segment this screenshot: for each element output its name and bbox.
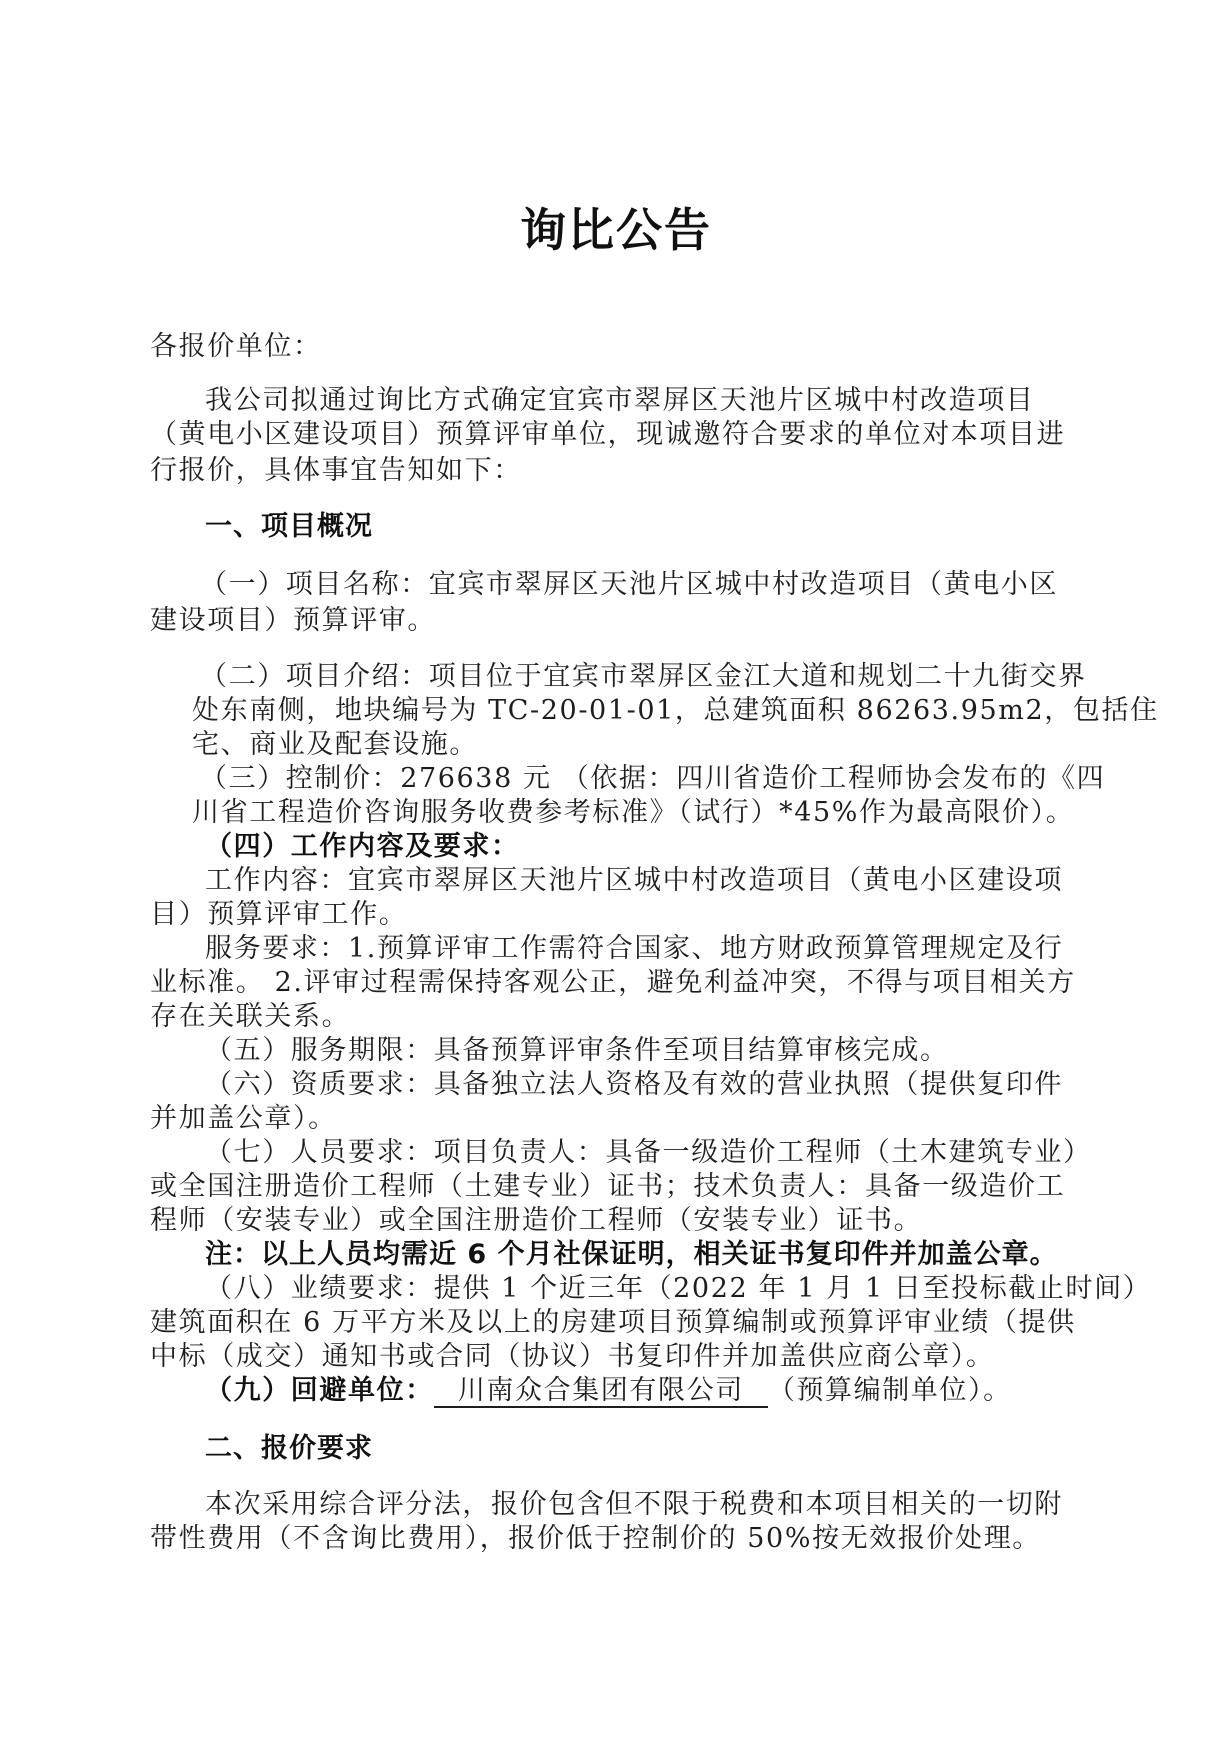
salutation: 各报价单位： bbox=[150, 331, 322, 362]
item-8-line-2: 建筑面积在 6 万平方米及以上的房建项目预算编制或预算评审业绩（提供 bbox=[150, 1307, 1076, 1338]
item-1-line-2: 建设项目）预算评审。 bbox=[150, 605, 436, 636]
section-2-heading: 二、报价要求 bbox=[205, 1433, 373, 1464]
item-6-line-1: （六）资质要求：具备独立法人资格及有效的营业执照（提供复印件 bbox=[205, 1069, 1063, 1100]
item-9-label: （九）回避单位： bbox=[205, 1375, 434, 1406]
item-7-line-3: 程师（安装专业）或全国注册造价工程师（安装专业）证书。 bbox=[150, 1205, 923, 1236]
item-2-line-1: （二）项目介绍：项目位于宜宾市翠屏区金江大道和规划二十九街交界 bbox=[200, 661, 1087, 692]
item-8-line-1: （八）业绩要求：提供 1 个近三年（2022 年 1 月 1 日至投标截止时间） bbox=[205, 1273, 1152, 1304]
item-3-line-1: （三）控制价：276638 元 （依据：四川省造价工程师协会发布的《四 bbox=[200, 763, 1106, 794]
item-7-line-2: 或全国注册造价工程师（土建专业）证书；技术负责人：具备一级造价工 bbox=[150, 1171, 1066, 1202]
item-4-work-line-2: 目）预算评审工作。 bbox=[150, 899, 408, 930]
item-4-service-line-3: 存在关联关系。 bbox=[150, 1001, 351, 1032]
item-2-line-2: 处东南侧，地块编号为 TC-20-01-01，总建筑面积 86263.95m2，包括住 bbox=[192, 695, 1159, 726]
intro-line-1: 我公司拟通过询比方式确定宜宾市翠屏区天池片区城中村改造项目 bbox=[205, 385, 1035, 416]
item-8-line-3: 中标（成交）通知书或合同（协议）书复印件并加盖供应商公章）。 bbox=[150, 1341, 995, 1372]
intro-line-3: 行报价，具体事宜告知如下： bbox=[150, 455, 522, 486]
item-9-suffix: （预算编制单位）。 bbox=[767, 1375, 1012, 1406]
document-title: 询比公告 bbox=[520, 203, 712, 257]
intro-line-2: （黄电小区建设项目）预算评审单位，现诚邀符合要求的单位对本项目进 bbox=[150, 419, 1066, 450]
item-1-line-1: （一）项目名称：宜宾市翠屏区天池片区城中村改造项目（黄电小区 bbox=[200, 569, 1058, 600]
item-4-work-line-1: 工作内容：宜宾市翠屏区天池片区城中村改造项目（黄电小区建设项 bbox=[205, 865, 1063, 896]
section-1-heading: 一、项目概况 bbox=[205, 511, 373, 542]
staff-note: 注：以上人员均需近 6 个月社保证明，相关证书复印件并加盖公章。 bbox=[205, 1239, 1058, 1270]
item-7-line-1: （七）人员要求：项目负责人：具备一级造价工程师（土木建筑专业） bbox=[205, 1137, 1092, 1168]
item-4-heading: （四）工作内容及要求： bbox=[205, 831, 520, 862]
item-5: （五）服务期限：具备预算评审条件至项目结算审核完成。 bbox=[205, 1035, 949, 1066]
avoid-company-name: 川南众合集团有限公司 bbox=[434, 1376, 768, 1408]
item-9 bbox=[205, 1374, 1012, 1408]
item-6-line-2: 并加盖公章）。 bbox=[150, 1103, 337, 1134]
section-2-line-2: 带性费用（不含询比费用），报价低于控制价的 50%按无效报价处理。 bbox=[150, 1523, 1041, 1554]
item-4-service-line-2: 业标准。 2.评审过程需保持客观公正，避免利益冲突，不得与项目相关方 bbox=[150, 967, 1076, 998]
item-3-line-2: 川省工程造价咨询服务收费参考标准》（试行）*45%作为最高限价）。 bbox=[192, 797, 1075, 828]
section-2-line-1: 本次采用综合评分法，报价包含但不限于税费和本项目相关的一切附 bbox=[205, 1489, 1063, 1520]
item-2-line-3: 宅、商业及配套设施。 bbox=[192, 729, 478, 760]
item-4-service-line-1: 服务要求：1.预算评审工作需符合国家、地方财政预算管理规定及行 bbox=[205, 933, 1064, 964]
